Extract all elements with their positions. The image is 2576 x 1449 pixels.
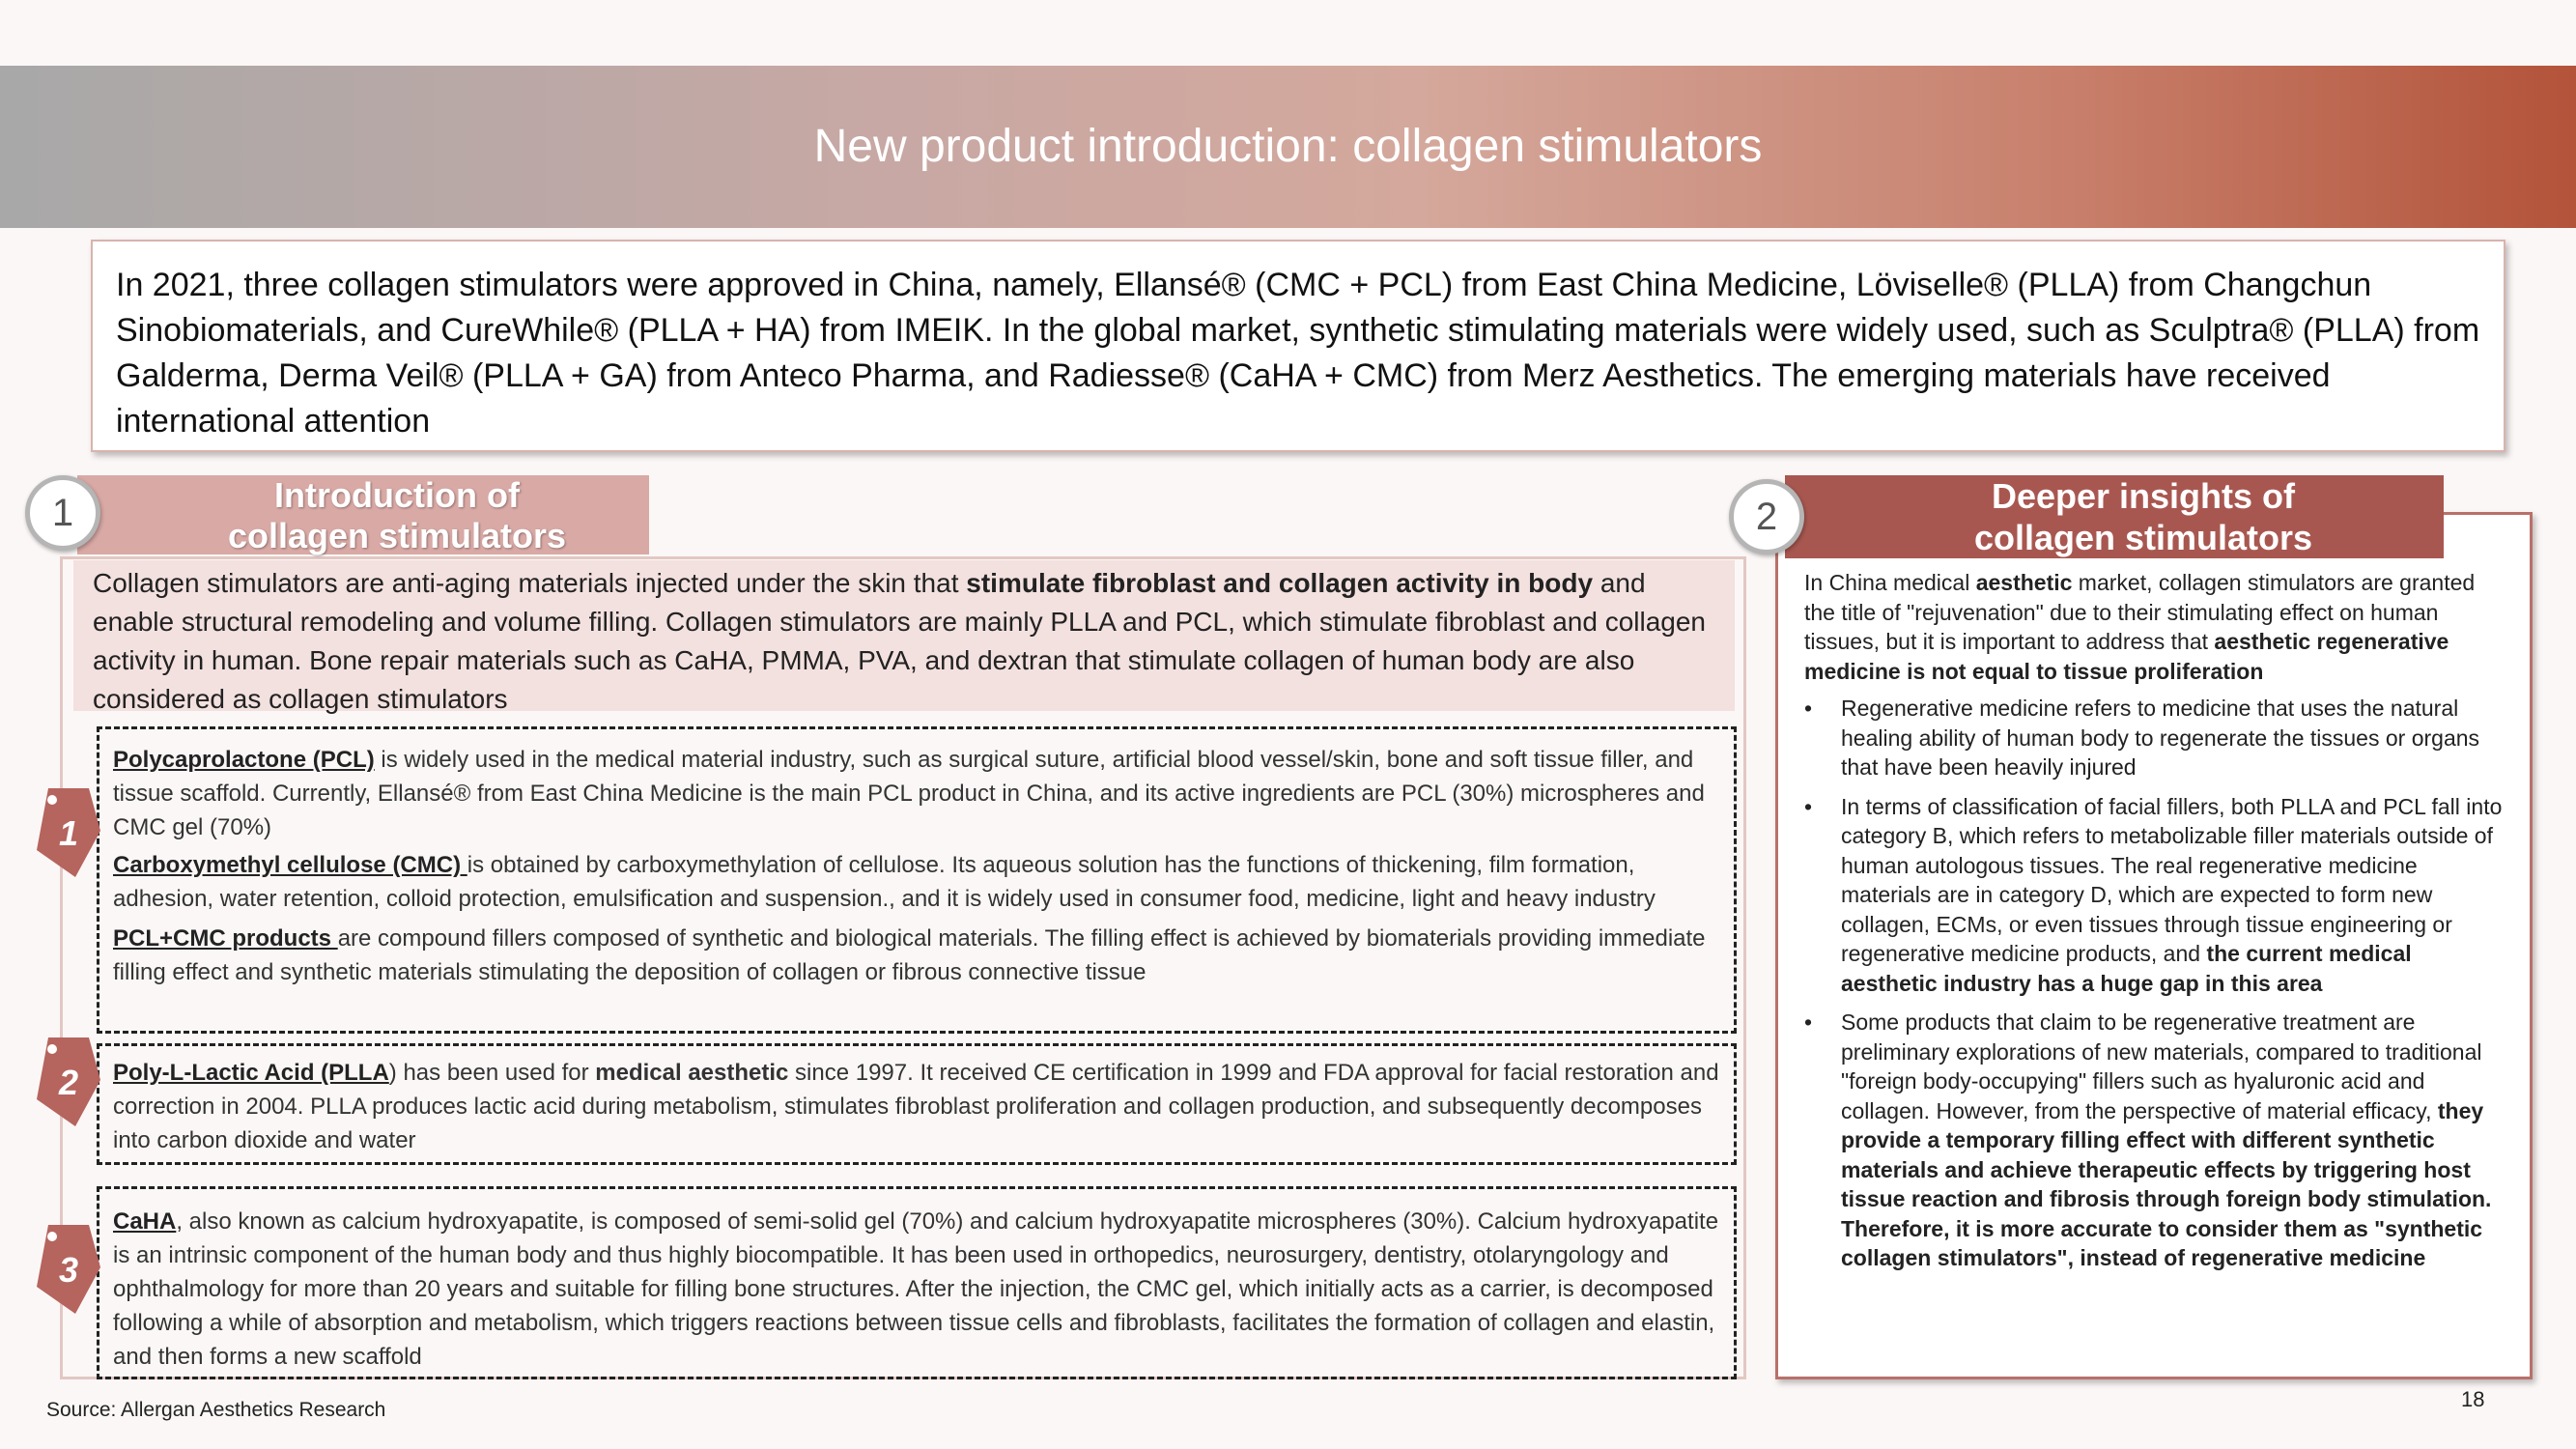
left-section-header bbox=[77, 475, 649, 554]
section-number-1: 1 bbox=[25, 475, 100, 551]
plla-text-a: ) has been used for bbox=[388, 1060, 596, 1086]
bullet-1-text: Regenerative medicine refers to medicine that uses the natural healing ability of human body to regenerate the tissues or organs that have been heavily injured bbox=[1841, 696, 2480, 780]
tag-1 bbox=[37, 773, 100, 877]
insights-content bbox=[1804, 568, 2509, 1283]
insights-list bbox=[1804, 694, 2509, 1273]
lead-bold-1: aesthetic bbox=[1975, 570, 2073, 595]
insights-lead bbox=[1804, 568, 2509, 686]
cmc-text: is obtained by carboxymethylation of cellulose. Its aqueous solution has the functions of thickening, film formation, adhesion, water retention, colloid protection, emulsification and suspension., and it is widely used in consumer food, medicine, light and heavy industry bbox=[113, 852, 1656, 912]
material-box-1 bbox=[97, 726, 1737, 1034]
definition-box bbox=[73, 560, 1735, 714]
plla-text-b: since 1997. It received CE certification in 1999 and FDA approval for facial restoration and correction in 2004. PLLA produces lactic acid during metabolism, stimulates fibroblast proliferation and collagen production, and subsequently decomposes into carbon dioxide and water bbox=[113, 1060, 1719, 1153]
pcl-text: is widely used in the medical material industry, such as surgical suture, artificial blood vessel/skin, bone and soft tissue filler, and tissue scaffold. Currently, Ellansé® from East China Medicine is the main PCL product in China, and its active ingredients are PCL (30%) microspheres and CMC gel (70%) bbox=[113, 747, 1705, 840]
tag-2-number: 2 bbox=[58, 1063, 79, 1102]
pcl-item bbox=[113, 743, 1720, 844]
right-header-line1: Deeper insights of bbox=[1991, 476, 2296, 516]
bullet-icon: • bbox=[1804, 793, 1813, 819]
intro-text: In 2021, three collagen stimulators were approved in China, namely, Ellansé® (CMC + PCL) from East China Medicine, Löviselle® (PLLA) from Changchun Sinobiomaterials, and CureWhile® (PLLA + HA) from IMEIK. In the global market, synthetic stimulating materials were widely used, such as Sculptra® (PLLA) from Galderma, Derma Veil® (PLLA + GA) from Anteco Pharma, and Radiesse® (CaHA + CMC) from Merz Aesthetics. The emerging materials have received international attention bbox=[116, 267, 2480, 440]
caha-item bbox=[113, 1205, 1720, 1374]
definition-part-a: Collagen stimulators are anti-aging materials injected under the skin that bbox=[93, 568, 967, 598]
right-header-line2: collagen stimulators bbox=[1973, 518, 2313, 557]
lead-bold-2: aesthetic regenerative medicine is not equal to tissue proliferation bbox=[1804, 629, 2449, 684]
plla-term: Poly-L-Lactic Acid (PLLA bbox=[113, 1060, 389, 1086]
cmc-term: Carboxymethyl cellulose (CMC) bbox=[113, 852, 467, 878]
material-box-2 bbox=[97, 1043, 1737, 1165]
tag-2 bbox=[37, 1022, 100, 1126]
pcl-term: Polycaprolactone (PCL) bbox=[113, 747, 375, 773]
lead-part-a: In China medical bbox=[1804, 570, 1976, 595]
definition-text bbox=[93, 564, 1715, 719]
tag-3 bbox=[37, 1209, 100, 1314]
material-box-3 bbox=[97, 1186, 1737, 1379]
list-item bbox=[1804, 694, 2509, 782]
list-item bbox=[1804, 1008, 2509, 1273]
plla-text-bold: medical aesthetic bbox=[595, 1060, 789, 1086]
left-header-line1: Introduction of bbox=[274, 475, 520, 515]
intro-box bbox=[91, 240, 2505, 452]
pcl-cmc-text: are compound fillers composed of synthetic and biological materials. The filling effect is achieved by biomaterials providing immediate filling effect and synthetic materials stimulating the deposition of collagen or fibrous connective tissue bbox=[113, 925, 1706, 985]
left-header-line2: collagen stimulators bbox=[227, 516, 567, 555]
right-section-header bbox=[1785, 475, 2444, 558]
bullet-3-bold: they provide a temporary filling effect with different synthetic materials and achieve therapeutic effects by triggering host tissue reaction and fibrosis through foreign body stimulation. Therefore, it is more accurate to consider them as "synthetic collagen stimulators", instead of regenerative medicine bbox=[1841, 1097, 2492, 1270]
lead-part-b: market, collagen stimulators are granted the title of "rejuvenation" due to their stimulating effect on human tissues, but it is important to address that bbox=[1804, 570, 2476, 654]
list-item bbox=[1804, 792, 2509, 999]
plla-item bbox=[113, 1056, 1720, 1157]
definition-part-b: and enable structural remodeling and volume filling. Collagen stimulators are mainly PLLA and PCL, which stimulate fibroblast and collagen activity in human. Bone repair materials such as CaHA, PMMA, PVA, and dextran that stimulate collagen of human body are also considered as collagen stimulators bbox=[93, 568, 1707, 714]
tag-1-number: 1 bbox=[58, 813, 79, 853]
bullet-2-bold: the current medical aesthetic industry has a huge gap in this area bbox=[1841, 941, 2412, 996]
pcl-cmc-item bbox=[113, 922, 1720, 989]
source-note: Source: Allergan Aesthetics Research bbox=[46, 1399, 386, 1421]
bullet-3-text: Some products that claim to be regenerative treatment are preliminary explorations of new materials, compared to traditional "foreign body-occupying" fillers such as hyaluronic acid and collagen. However, from the perspective of material efficacy, bbox=[1841, 1009, 2482, 1123]
section-number-2: 2 bbox=[1729, 479, 1804, 554]
tag-3-number: 3 bbox=[58, 1250, 79, 1290]
caha-term: CaHA bbox=[113, 1208, 177, 1235]
bullet-2-text: In terms of classification of facial fillers, both PLLA and PCL fall into category B, which refers to metabolizable filler materials outside of human autologous tissues. The real regenerative medicine materials are in category D, which are expected to form new collagen, ECMs, or even tissues through tissue engineering or regenerative medicine products, and bbox=[1841, 793, 2503, 966]
cmc-item bbox=[113, 848, 1720, 916]
caha-text: , also known as calcium hydroxyapatite, is composed of semi-solid gel (70%) and calcium hydroxyapatite microspheres (30%). Calcium hydroxyapatite is an intrinsic component of the human body and thus highly biocompatible. It has been used in orthopedics, neurosurgery, dentistry, otolaryngology and ophthalmology for more than 20 years and suitable for filling bone structures. After the injection, the CMC gel, which initially acts as a carrier, is decomposed following a while of absorption and metabolism, which triggers reactions between tissue cells and fibroblasts, facilitates the formation of collagen and elastin, and then forms a new scaffold bbox=[113, 1208, 1719, 1370]
bullet-icon: • bbox=[1804, 1009, 1813, 1035]
page-title: New product introduction: collagen stimulators bbox=[813, 121, 1763, 172]
pcl-cmc-term: PCL+CMC products bbox=[113, 925, 338, 952]
definition-bold: stimulate fibroblast and collagen activity in body bbox=[966, 568, 1594, 598]
page-number: 18 bbox=[2461, 1387, 2485, 1411]
title-band bbox=[0, 66, 2576, 228]
bullet-icon: • bbox=[1804, 696, 1813, 721]
